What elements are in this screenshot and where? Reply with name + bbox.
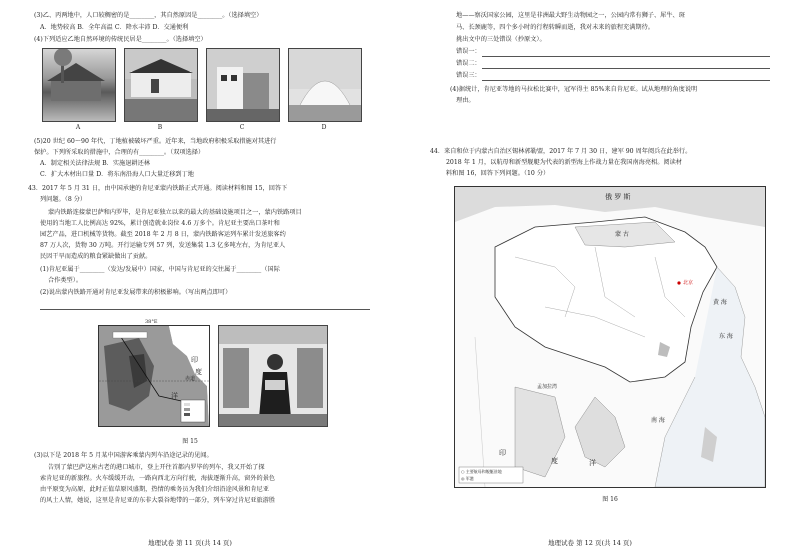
map16-ocean-1: 印 bbox=[499, 449, 506, 457]
map16-ocean-2: 度 bbox=[551, 457, 558, 465]
travel-line3: 由平原变为高原，此时正值草原风盛期，热情的乘务员为我们介绍沿途风景和肯尼亚 bbox=[40, 486, 269, 493]
error-3-line[interactable] bbox=[482, 80, 770, 81]
q44-line1: 44．来自和位于内蒙古自治区锡林郭勒盟，2017 年 7 月 30 日，建军 90 周年阅兵在此举行。 bbox=[430, 148, 692, 155]
photo-label-a: A bbox=[75, 124, 81, 131]
map16-label-bay: 孟加拉湾 bbox=[537, 384, 558, 390]
material-line3: 园艺产品，进口机械等货物。截至 2018 年 2 月 8 日，蒙内铁路客运列车累计发送旅客约 bbox=[40, 231, 286, 238]
fig15-caption: 图 15 bbox=[182, 438, 198, 445]
q5-line2: 保护。下列所采取的措施中，合理的有________。（双项选择） bbox=[34, 149, 205, 156]
q43-sub1: (1)肯尼亚属于________（发达/发展中）国家，中国与肯尼亚的交往属于________（国际 bbox=[40, 266, 280, 273]
train-interior-photo bbox=[218, 325, 328, 427]
q5-line1: (5)20 世纪 60～90 年代，丁地植被破坏严重。近年来，当地政府积极采取措施对其进行 bbox=[34, 138, 277, 145]
q3-text: (3)乙、丙两地中，人口较稠密的是________，其自然原因是________。（选择填空） bbox=[34, 12, 263, 19]
q4-right-line1: (4)据统计，肯尼亚等地的马拉松比赛中，冠军得主 85%来自肯尼亚。试从地理的角度说明 bbox=[450, 86, 698, 93]
map16-legend-1: ○ 主要航母和舰艇驻地 bbox=[461, 469, 502, 474]
page-footer-right: 地理试卷 第 12 页(共 14 页) bbox=[548, 539, 632, 547]
q43-sub1b: 合作类型）。 bbox=[48, 277, 83, 284]
q44-line2: 2018 年 1 月，以航母和新型舰艇为代表的新型海上作战力量在我国南海亮相。阅读材 bbox=[446, 159, 682, 166]
map15-sea3: 洋 bbox=[171, 392, 178, 400]
photo-label-c: C bbox=[239, 124, 245, 131]
photo-label-b: B bbox=[157, 124, 163, 131]
travel-line2: 索肯尼亚的新旅程。火车缓缓开动，一路向西北方向行驶，海拔逐渐升高，窗外的景色 bbox=[40, 475, 276, 482]
dwelling-photo-c bbox=[206, 48, 280, 122]
dwelling-photo-d bbox=[288, 48, 362, 122]
dwelling-photo-b bbox=[124, 48, 198, 122]
error-1-line[interactable] bbox=[482, 56, 770, 57]
error-3-label: 错误三： bbox=[456, 72, 481, 79]
map16-ocean-3: 洋 bbox=[589, 459, 596, 467]
answer-line[interactable] bbox=[40, 309, 370, 310]
error-2-line[interactable] bbox=[482, 68, 770, 69]
fig16-caption: 图 16 bbox=[602, 496, 618, 503]
q5-options-1: A．制定相关法律法规 B．实施退耕还林 bbox=[40, 160, 150, 167]
q3-options: A．地势较高 B．全年高温 C．降水丰沛 D．交通便利 bbox=[40, 24, 189, 31]
q43-sub2: (2)说出蒙内铁路开通对肯尼亚发展带来的积极影响。（写出两点即可） bbox=[40, 289, 232, 296]
map16-label-russia: 俄 罗 斯 bbox=[605, 193, 631, 201]
travel-cont-line1: 地——察沃国家公园，这里是非洲最大野生动物园之一，公园内常有狮子、犀牛、斑 bbox=[456, 12, 685, 19]
travel-line1: 告别了蒙巴萨这座古老的港口城市，登上开往首都内罗毕的列车，我又开始了探 bbox=[48, 464, 265, 471]
q43-line1: 43．2017 年 5 月 31 日，由中国承建的肯尼亚蒙内铁路正式开通。阅读材料和图 15，回答下 bbox=[28, 185, 288, 192]
errors-intro: 挑出文中的三处错误（抄原文）。 bbox=[456, 36, 546, 43]
dwelling-photo-a bbox=[42, 48, 116, 122]
kenya-map bbox=[98, 319, 210, 427]
map15-lon-label: 38°E bbox=[145, 319, 158, 325]
q4-text: (4)下列适应乙地自然环境的传统民居是________。（选择填空） bbox=[34, 36, 207, 43]
map16-label-mongolia: 蒙 古 bbox=[615, 231, 629, 238]
page-footer-left: 地理试卷 第 11 页(共 14 页) bbox=[148, 539, 232, 547]
china-map bbox=[454, 186, 766, 488]
q3b-intro: (3)以下是 2018 年 5 月某中国游客乘蒙内列车沿途记录的见闻。 bbox=[34, 452, 213, 459]
map16-label-east-sea: 东 海 bbox=[719, 333, 733, 340]
q43-line2: 列问题。（8 分） bbox=[40, 196, 87, 203]
map16-label-beijing: 北京 bbox=[683, 280, 694, 286]
map16-legend-2: ◎ 军港 bbox=[461, 476, 474, 481]
material-line2: 使用的当地工人比例高达 92%，累计创造就业岗位 4.6 万多个。肯尼亚主要出口茶叶和 bbox=[40, 220, 280, 227]
material-line4: 87 万人次，货物 30 万吨。开行运输专列 57 列，发送集装 1.3 亿多吨左右，为肯尼亚人 bbox=[40, 242, 286, 249]
q4-right-line2: 理由。 bbox=[456, 97, 475, 104]
material-line5: 民因干旱而造成的粮食紧缺做出了贡献。 bbox=[40, 253, 152, 260]
travel-line4: 的风土人情，她说，这里是肯尼亚的东非大裂谷地带的一部分，列车穿过肯尼亚旅游胜 bbox=[40, 497, 276, 504]
error-1-label: 错误一： bbox=[456, 48, 481, 55]
q44-line3: 料和图 16，回答下列问题。（10 分） bbox=[446, 170, 550, 177]
right-page bbox=[400, 0, 800, 554]
travel-cont-line2: 马、长颈鹿等，四个多小时的行程转瞬而逝，我对未来的旅程充满期待。 bbox=[456, 24, 654, 31]
map15-sea2: 度 bbox=[195, 368, 202, 376]
map15-lat-label: 赤道 bbox=[185, 376, 196, 382]
error-2-label: 错误二： bbox=[456, 60, 481, 67]
photo-label-d: D bbox=[321, 124, 327, 131]
map16-label-south-sea: 南 海 bbox=[651, 417, 665, 424]
q5-options-2: C．扩大木材出口量 D．将东南沿海人口大量迁移到丁地 bbox=[40, 171, 194, 178]
map16-label-yellow-sea: 黄 海 bbox=[713, 299, 727, 306]
material-line1: 蒙内铁路连接蒙巴萨和内罗毕，是肯尼亚独立以来的最大的基础设施项目之一，蒙内铁路项目 bbox=[48, 209, 302, 216]
map15-sea1: 印 bbox=[191, 356, 198, 364]
